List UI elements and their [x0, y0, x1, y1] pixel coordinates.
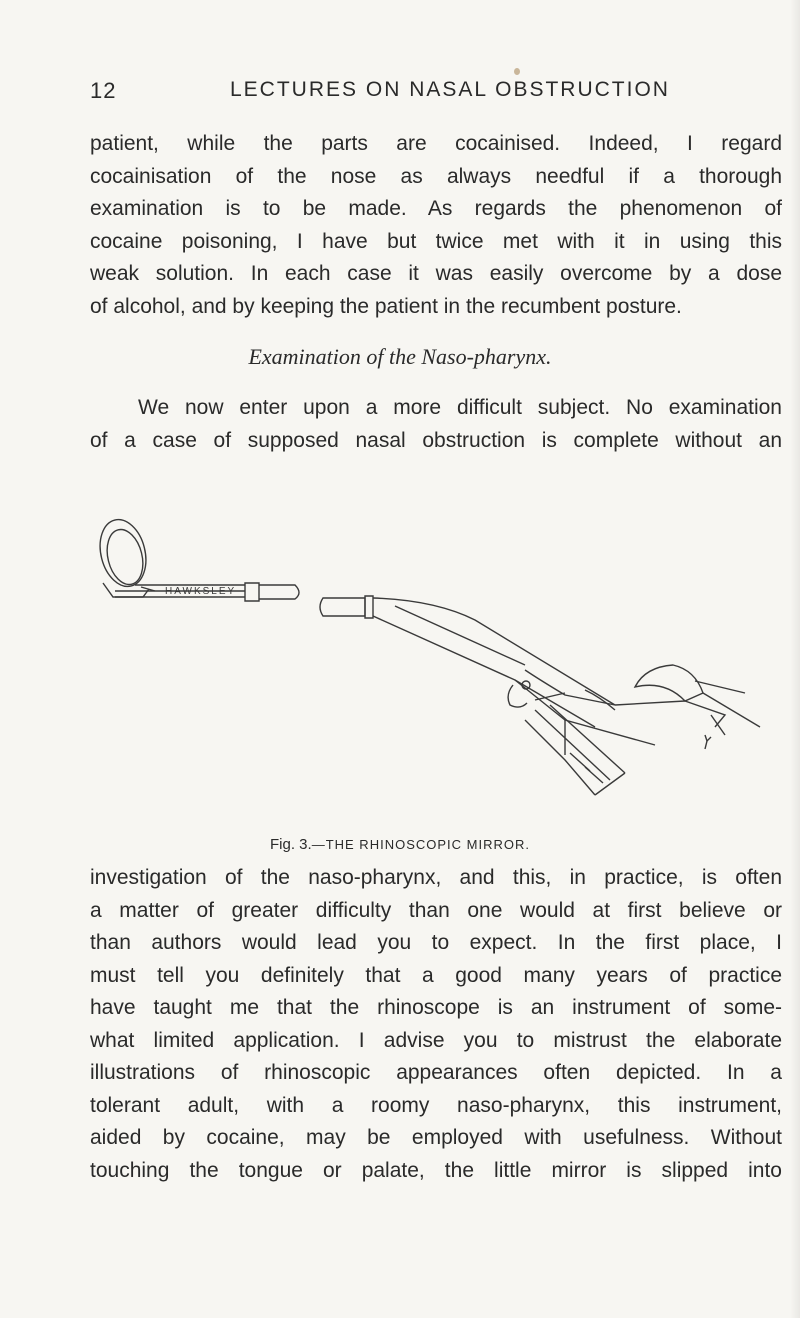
- page-header: [90, 78, 780, 108]
- paragraph-3: [90, 862, 782, 1187]
- text-line: what limited application. I advise you to mistrust the elaborate: [90, 1028, 782, 1052]
- text-line: cocaine poisoning, I have but twice met with it in using this: [90, 229, 782, 253]
- engraving-text: HAWKSLEY: [165, 586, 237, 597]
- ink-speck: [514, 68, 520, 75]
- text-line: must tell you definitely that a good many years of practice: [90, 963, 782, 987]
- running-title: LECTURES ON NASAL OBSTRUCTION: [230, 78, 670, 101]
- text-line: We now enter upon a more difficult subject. No examination: [138, 396, 782, 419]
- paragraph-1: [90, 128, 782, 323]
- text-line: touching the tongue or palate, the little mirror is slipped into: [90, 1158, 782, 1182]
- figure-caption-text: —THE RHINOSCOPIC MIRROR.: [311, 837, 530, 852]
- paragraph-2: [90, 392, 782, 457]
- text-line: cocainisation of the nose as always needful if a thorough: [90, 164, 782, 188]
- text-line: have taught me that the rhinoscope is an instrument of some-: [90, 996, 782, 1019]
- figure-caption: [0, 836, 800, 853]
- mirror-side-view: [320, 596, 760, 795]
- text-line: illustrations of rhinoscopic appearances often depicted. In a: [90, 1061, 782, 1084]
- text-line: aided by cocaine, may be employed with usefulness. Without: [90, 1126, 782, 1149]
- text-line: patient, while the parts are cocainised. Indeed, I regard: [90, 132, 782, 155]
- text-line: a matter of greater difficulty than one would at first believe or: [90, 898, 782, 922]
- figure-label: Fig. 3.: [270, 836, 312, 853]
- text-line: examination is to be made. As regards the phenomenon of: [90, 197, 782, 220]
- text-line: investigation of the naso-pharynx, and this, in practice, is often: [90, 866, 782, 889]
- text-line: tolerant adult, with a roomy naso-pharynx, this instrument,: [90, 1093, 782, 1117]
- text-line: of alcohol, and by keeping the patient in the recumbent posture.: [90, 294, 682, 318]
- rhinoscopic-mirror-illustration: [95, 505, 775, 825]
- page-edge-shadow: [790, 0, 800, 1318]
- text-line: than authors would lead you to expect. In the first place, I: [90, 931, 782, 954]
- page-number: 12: [90, 78, 117, 103]
- section-heading: Examination of the Naso-pharynx.: [248, 344, 552, 369]
- text-line: weak solution. In each case it was easily overcome by a dose: [90, 262, 782, 285]
- text-line: of a case of supposed nasal obstruction is complete without an: [90, 428, 782, 452]
